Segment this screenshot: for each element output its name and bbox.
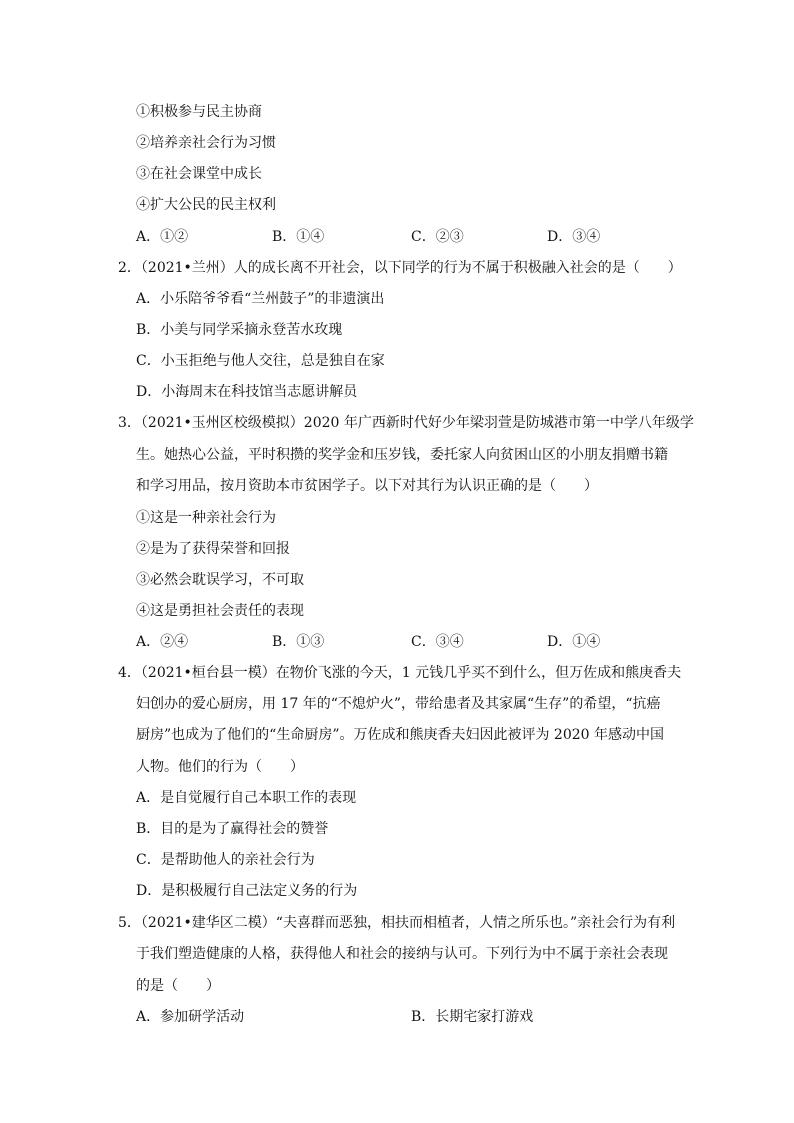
q5-option-a: A．参加研学活动	[136, 1009, 245, 1025]
q3-option-b: B．①③	[272, 634, 325, 650]
q3-stem-line-3: 和学习用品，按月资助本市贫困学子。以下对其行为认识正确的是（ ）	[136, 478, 598, 494]
q2-stem: 2．（2021•兰州）人的成长离不开社会，以下同学的行为不属于积极融入社会的是（ ）	[118, 260, 682, 276]
q1-option-b: B．①④	[272, 229, 325, 245]
q1-option-c: C．②③	[411, 229, 464, 245]
q1-statement-1: ①积极参与民主协商	[136, 104, 262, 120]
q4-option-d: D．是积极履行自己法定义务的行为	[136, 883, 358, 899]
q1-statement-4: ④扩大公民的民主权利	[136, 197, 276, 213]
q1-option-d: D．③④	[547, 229, 601, 245]
q3-statement-4: ④这是勇担社会责任的表现	[136, 603, 304, 619]
q3-options-row	[0, 632, 794, 652]
q3-option-a: A．②④	[136, 634, 189, 650]
q5-stem-line-1: 5．（2021•建华区二模）“夫喜群而恶独，相扶而相植者，人情之所乐也。”亲社会行为有利	[118, 915, 676, 931]
q4-stem-line-2: 妇创办的爱心厨房，用 17 年的“不熄炉火”，带给患者及其家属“生存”的希望，“抗癌	[136, 696, 661, 712]
q4-option-b: B．目的是为了赢得社会的赞誉	[136, 821, 329, 837]
q1-statement-3: ③在社会课堂中成长	[136, 166, 262, 182]
q3-stem-line-1: 3．（2021•玉州区校级模拟）2020 年广西新时代好少年梁羽萱是防城港市第一中学八年级学	[118, 415, 694, 431]
q5-options-row	[0, 1007, 794, 1027]
q3-option-c: C．③④	[411, 634, 464, 650]
q1-option-a: A．①②	[136, 229, 189, 245]
q3-statement-1: ①这是一种亲社会行为	[136, 510, 276, 526]
q5-stem-line-3: 的是（ ）	[136, 978, 220, 994]
q1-statement-2: ②培养亲社会行为习惯	[136, 135, 276, 151]
q5-option-b: B．长期宅家打游戏	[411, 1009, 534, 1025]
q4-option-c: C．是帮助他人的亲社会行为	[136, 852, 315, 868]
q3-option-d: D．①④	[547, 634, 601, 650]
q4-stem-line-4: 人物。他们的行为（ ）	[136, 759, 304, 775]
q2-option-a: A．小乐陪爷爷看“兰州鼓子”的非遗演出	[136, 291, 385, 307]
q2-option-d: D．小海周末在科技馆当志愿讲解员	[136, 384, 358, 400]
q3-statement-3: ③必然会耽误学习，不可取	[136, 572, 304, 588]
q2-option-c: C．小玉拒绝与他人交往，总是独自在家	[136, 353, 385, 369]
q4-stem-line-1: 4．（2021•桓台县一模）在物价飞涨的今天，1 元钱几乎买不到什么，但万佐成和熊庚香夫	[118, 665, 682, 681]
q2-option-b: B．小美与同学采摘永登苦水玫瑰	[136, 322, 343, 338]
q1-options-row	[0, 227, 794, 247]
q5-stem-line-2: 于我们塑造健康的人格，获得他人和社会的接纳与认可。下列行为中不属于亲社会表现	[136, 946, 668, 962]
q3-stem-line-2: 生。她热心公益，平时积攒的奖学金和压岁钱，委托家人向贫困山区的小朋友捐赠书籍	[136, 447, 668, 463]
q4-stem-line-3: 厨房”也成为了他们的“生命厨房”。万佐成和熊庚香夫妇因此被评为 2020 年感动中国	[136, 727, 664, 743]
q3-statement-2: ②是为了获得荣誉和回报	[136, 541, 290, 557]
q4-option-a: A．是自觉履行自己本职工作的表现	[136, 790, 357, 806]
